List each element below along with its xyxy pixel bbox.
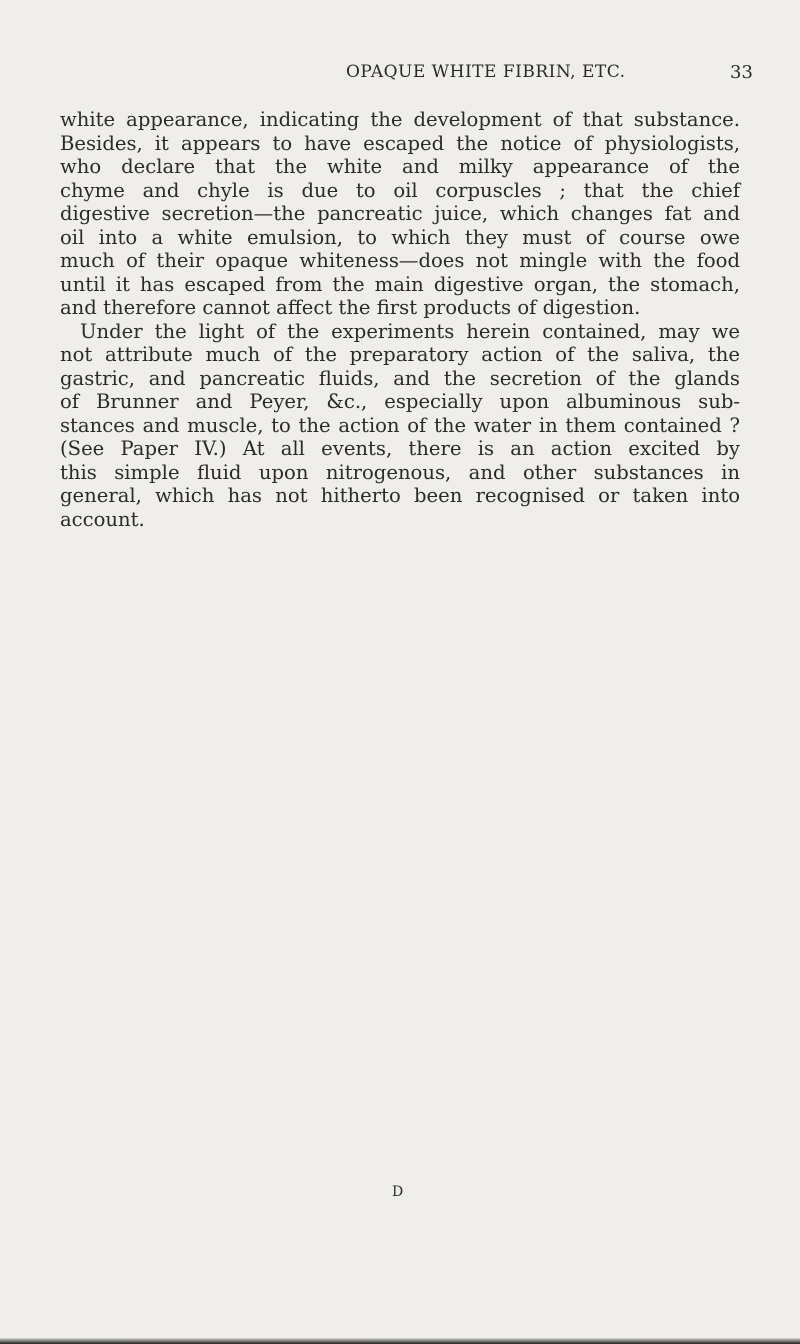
text-line: white appearance, indicating the development of that substance. bbox=[60, 108, 740, 131]
text-line: of Brunner and Peyer, &c., especially upon albuminous sub- bbox=[60, 390, 740, 413]
text-line: Besides, it appears to have escaped the notice of physiologists, bbox=[60, 131, 740, 155]
text-line: stances and muscle, to the action of the water in them contained ? bbox=[60, 413, 740, 437]
text-line: much of their opaque whiteness—does not mingle with the food bbox=[60, 249, 740, 272]
text-line: this simple fluid upon nitrogenous, and other substances in bbox=[60, 460, 740, 484]
text-line: gastric, and pancreatic fluids, and the secretion of the glands bbox=[60, 366, 740, 390]
paragraph-start-line: Under the light of the experiments herein contained, may we bbox=[80, 319, 740, 343]
text-line: chyme and chyle is due to oil corpuscles ; that the chief bbox=[60, 178, 740, 202]
text-line: who declare that the white and milky appearance of the bbox=[60, 155, 740, 178]
body-text bbox=[60, 108, 760, 531]
text-line: not attribute much of the preparatory action of the saliva, the bbox=[60, 343, 740, 366]
page-bottom-edge bbox=[0, 1338, 800, 1344]
signature-mark: D bbox=[392, 1184, 404, 1200]
text-line: digestive secretion—the pancreatic juice, which changes fat and bbox=[60, 202, 740, 225]
text-line: until it has escaped from the main digestive organ, the stomach, bbox=[60, 272, 740, 296]
text-line: general, which has not hitherto been recognised or taken into bbox=[60, 484, 740, 507]
text-line: oil into a white emulsion, to which they must of course owe bbox=[60, 225, 740, 249]
text-line: account. bbox=[60, 507, 145, 531]
text-line: (See Paper IV.) At all events, there is an action excited by bbox=[60, 437, 740, 460]
page-number: 33 bbox=[730, 62, 753, 83]
running-title: OPAQUE WHITE FIBRIN, ETC. bbox=[346, 62, 626, 82]
text-line: and therefore cannot affect the first products of digestion. bbox=[60, 296, 641, 319]
